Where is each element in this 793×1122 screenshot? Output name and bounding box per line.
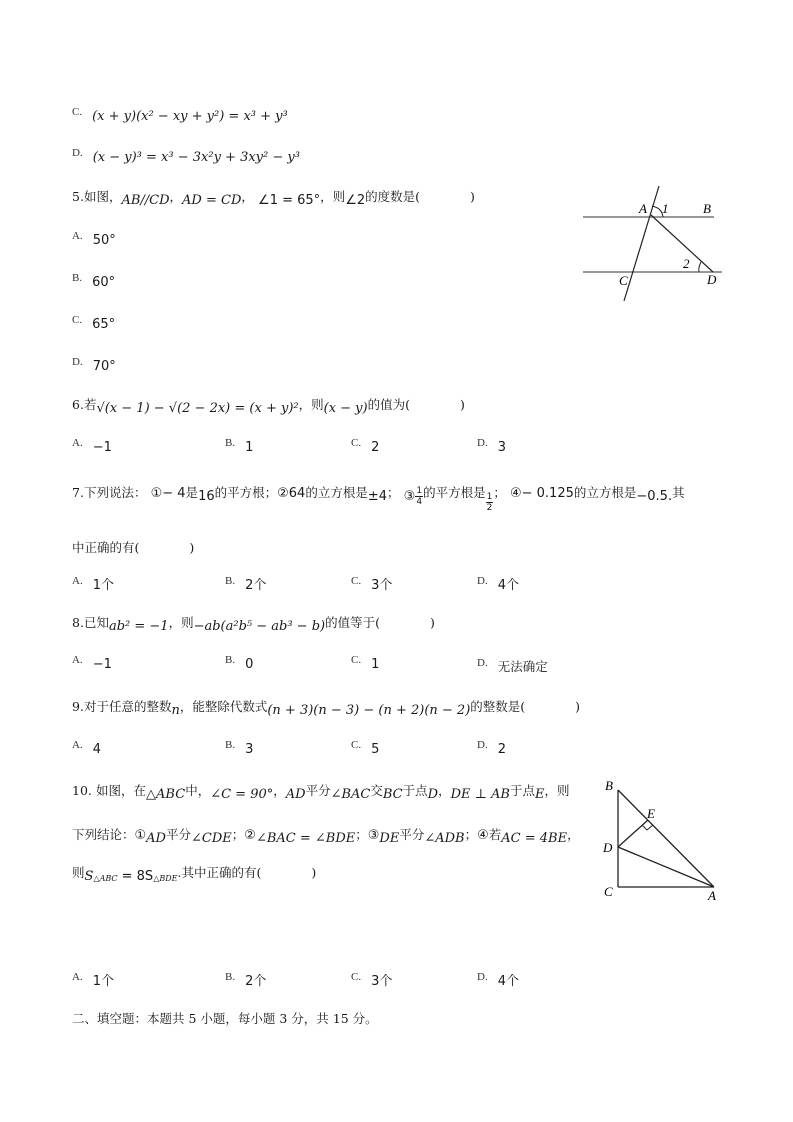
math: − 4	[162, 486, 186, 501]
math: 64	[288, 486, 306, 501]
stem-text: ，则	[544, 783, 570, 798]
q10-stem-line2	[72, 826, 580, 845]
stem-text: 的值为( )	[367, 397, 465, 412]
stem-text: .其中正确的有( )	[177, 865, 317, 880]
q5-option-b[interactable]	[72, 274, 115, 292]
stem-text: ，则	[168, 615, 194, 630]
option-label: B.	[225, 575, 236, 587]
stem-text: 则	[72, 865, 85, 880]
math: (x − y)	[323, 401, 368, 416]
option-text: 4	[92, 742, 101, 757]
option-text: −1	[92, 657, 112, 672]
q6-option-d[interactable]	[477, 437, 506, 455]
svg-text:B: B	[703, 201, 711, 216]
svg-text:C: C	[604, 884, 613, 899]
option-label: C.	[351, 437, 362, 449]
stem-text: ；	[464, 827, 478, 842]
q4-option-d[interactable]	[72, 149, 300, 167]
stem-text: 下列说法：	[83, 485, 147, 500]
option-text: 3个	[371, 578, 393, 593]
stem-text: 的立方根是	[305, 485, 368, 500]
stem-text: 的平方根是	[423, 485, 486, 500]
option-text: −1	[92, 440, 112, 455]
q6-option-b[interactable]	[225, 437, 254, 455]
q10-option-b[interactable]	[225, 970, 266, 989]
math: S	[84, 869, 94, 884]
q5-figure	[580, 182, 730, 307]
q6-option-c[interactable]	[351, 437, 380, 455]
q5-option-d[interactable]	[72, 358, 116, 376]
stem-text: 其	[672, 485, 685, 500]
svg-text:2: 2	[683, 256, 690, 271]
question-number: 5.	[72, 189, 84, 204]
option-label: D.	[477, 575, 488, 587]
option-text: 3个	[371, 974, 393, 989]
math: E	[534, 787, 545, 802]
option-text: 1个	[92, 578, 114, 593]
denominator: 4	[416, 497, 423, 507]
option-label: D.	[72, 147, 83, 159]
option-text: (x − y)³ = x³ − 3x²y + 3xy² − y³	[92, 150, 300, 165]
point-a-label: A	[639, 201, 647, 216]
circled-number: ③	[403, 489, 416, 504]
q10-figure	[598, 772, 728, 904]
option-label: C.	[72, 314, 83, 326]
math: DE ⊥ AB	[450, 787, 510, 802]
svg-text:B: B	[605, 778, 613, 793]
option-label: C.	[351, 654, 362, 666]
option-text: 3	[497, 440, 506, 455]
math: n	[171, 703, 180, 718]
q4-option-c[interactable]	[72, 108, 288, 126]
math: ∠1 = 65°	[258, 193, 321, 208]
circled-number: ④	[509, 486, 522, 501]
q9-option-b[interactable]	[225, 739, 254, 757]
stem-text: 的整数是( )	[470, 699, 581, 714]
option-text: 无法确定	[497, 659, 548, 674]
stem-text: 对于任意的整数	[83, 699, 172, 714]
stem-text: 如图，在	[96, 783, 147, 798]
stem-text: ，	[438, 783, 451, 798]
math: AD = CD	[182, 193, 242, 208]
math: △ABC	[146, 787, 186, 802]
option-text: (x + y)(x² − xy + y²) = x³ + y³	[92, 109, 288, 124]
option-text: 2个	[245, 578, 267, 593]
math: ∠2	[345, 193, 366, 208]
circled-number: ③	[367, 828, 380, 843]
option-label: B.	[225, 437, 236, 449]
stem-text: 已知	[83, 615, 109, 630]
stem-text: 平分	[165, 827, 191, 842]
math: BC	[382, 787, 403, 802]
option-text: 1个	[92, 974, 114, 989]
option-text: 4个	[497, 578, 519, 593]
stem-text: 于点	[402, 783, 428, 798]
math: ±4	[367, 489, 388, 504]
option-label: A.	[72, 575, 83, 587]
math: ∠ADB	[424, 831, 465, 846]
stem-text: 的立方根是	[573, 485, 637, 500]
math: ∠BAC	[330, 787, 371, 802]
svg-text:C: C	[619, 273, 628, 288]
option-label: B.	[225, 971, 236, 983]
stem-text: 下列结论：	[72, 827, 135, 842]
q10-option-d[interactable]	[477, 970, 519, 989]
math: AD	[285, 787, 306, 802]
q7-option-b[interactable]	[225, 574, 266, 593]
q9-option-c[interactable]	[351, 739, 380, 757]
section-heading-text: 二、填空题：本题共 5 小题，每小题 3 分，共 15 分。	[72, 1011, 378, 1026]
math: √(x − 1) − √(2 − 2x) = (x + y)²	[96, 401, 299, 416]
circled-number: ①	[134, 828, 147, 843]
q9-stem	[72, 698, 580, 717]
math: −ab(a²b⁵ − ab³ − b)	[193, 619, 326, 634]
option-label: C.	[351, 739, 362, 751]
stem-text: ；	[231, 827, 245, 842]
option-text: 65°	[92, 317, 116, 332]
q10-option-c[interactable]	[351, 970, 392, 989]
q7-stem-line2	[72, 539, 194, 558]
stem-text: 平分	[305, 783, 331, 798]
circled-number: ①	[150, 486, 163, 501]
option-label: C.	[72, 106, 83, 118]
math: = 8S	[117, 869, 154, 884]
stem-text: 是	[185, 485, 199, 500]
math: (n + 3)(n − 3) − (n + 2)(n − 2)	[267, 703, 471, 718]
stem-text: ，则	[298, 397, 324, 412]
math: AD	[146, 831, 166, 846]
option-text: 0	[245, 657, 254, 672]
option-label: A.	[72, 230, 83, 242]
option-label: A.	[72, 654, 83, 666]
question-number: 10.	[72, 783, 92, 798]
stem-text: ，则	[320, 189, 346, 204]
option-label: B.	[225, 654, 236, 666]
math-subscript: △BDE	[153, 874, 178, 883]
option-label: B.	[225, 739, 236, 751]
stem-text: 交	[370, 783, 383, 798]
stem-text: ，	[567, 827, 580, 842]
option-text: 60°	[92, 275, 116, 290]
q7-option-a[interactable]	[72, 574, 114, 593]
math: ∠BAC = ∠BDE	[255, 831, 356, 846]
math: ∠C = 90°	[210, 787, 274, 802]
math: AB//CD	[121, 193, 170, 208]
fraction	[415, 486, 423, 507]
svg-text:1: 1	[662, 201, 669, 216]
math: AC = 4BE	[501, 831, 568, 846]
math: D	[427, 787, 439, 802]
stem-text: 的值等于( )	[325, 615, 435, 630]
option-label: A.	[72, 971, 83, 983]
stem-text: 若	[488, 827, 502, 842]
option-text: 3	[245, 742, 254, 757]
stem-text: ，	[241, 189, 254, 204]
question-number: 8.	[72, 615, 84, 630]
q6-option-a[interactable]	[72, 437, 112, 455]
math: ∠CDE	[191, 831, 232, 846]
question-number: 6.	[72, 397, 84, 412]
q7-stem	[72, 483, 685, 513]
option-label: B.	[72, 272, 83, 284]
stem-text: 中，	[185, 783, 211, 798]
option-text: 1	[371, 657, 380, 672]
math-subscript: △ABC	[93, 874, 118, 883]
stem-text: 的度数是( )	[365, 189, 475, 204]
stem-text: ；	[493, 485, 506, 500]
stem-text: 的平方根；	[214, 485, 278, 500]
svg-text:A: A	[708, 888, 716, 903]
option-text: 5	[371, 742, 380, 757]
option-text: 2	[371, 440, 380, 455]
math: 16	[198, 489, 215, 504]
math: ab² = −1	[108, 619, 169, 634]
circled-number: ④	[477, 828, 489, 843]
math: DE	[379, 831, 400, 846]
q8-stem	[72, 614, 435, 633]
numerator: 1	[416, 486, 423, 496]
q8-option-b[interactable]	[225, 654, 254, 672]
stem-text: 平分	[399, 827, 425, 842]
q7-option-d[interactable]	[477, 574, 519, 593]
circled-number: ②	[244, 828, 256, 843]
section-2-heading	[72, 1010, 378, 1029]
q7-option-c[interactable]	[351, 574, 392, 593]
denominator: 2	[486, 503, 493, 513]
option-label: D.	[477, 657, 488, 669]
option-label: A.	[72, 739, 83, 751]
stem-text: ，	[273, 783, 286, 798]
option-label: D.	[477, 971, 488, 983]
q9-option-a[interactable]	[72, 739, 101, 757]
option-text: 2个	[245, 974, 267, 989]
option-label: C.	[351, 971, 362, 983]
option-text: 70°	[92, 359, 116, 374]
q10-stem-line3	[72, 864, 316, 884]
q10-option-a[interactable]	[72, 970, 114, 989]
stem-text: 如图，	[83, 189, 122, 204]
svg-text:E: E	[647, 806, 655, 821]
option-label: D.	[477, 739, 488, 751]
numerator: 1	[486, 492, 493, 502]
stem-text: 若	[83, 397, 97, 412]
q8-option-c[interactable]	[351, 654, 380, 672]
question-number: 7.	[72, 485, 84, 500]
option-text: 2	[497, 742, 506, 757]
stem-text: ，能整除代数式	[179, 699, 268, 714]
option-text: 4个	[497, 974, 519, 989]
q8-option-d[interactable]	[477, 657, 548, 675]
math: −0.5.	[636, 489, 673, 504]
q6-stem	[72, 396, 465, 415]
stem-text: ，	[169, 189, 183, 204]
option-label: A.	[72, 437, 83, 449]
option-label: D.	[72, 356, 83, 368]
q5-stem	[72, 188, 475, 207]
stem-text: ；	[387, 485, 400, 500]
option-label: C.	[351, 575, 362, 587]
q9-option-d[interactable]	[477, 739, 506, 757]
question-number: 9.	[72, 699, 84, 714]
svg-text:D: D	[707, 272, 717, 287]
option-text: 1	[245, 440, 254, 455]
q5-option-a[interactable]	[72, 232, 116, 250]
q10-stem-line1	[72, 782, 570, 801]
option-label: D.	[477, 437, 488, 449]
stem-text: ；	[355, 827, 368, 842]
q5-option-c[interactable]	[72, 316, 115, 334]
option-text: 50°	[92, 233, 116, 248]
q8-option-a[interactable]	[72, 654, 112, 672]
circled-number: ②	[277, 486, 289, 501]
fraction	[486, 492, 494, 513]
stem-text: 于点	[509, 783, 535, 798]
stem-text: 中正确的有( )	[72, 540, 195, 555]
svg-text:D: D	[603, 840, 613, 855]
math: − 0.125	[521, 486, 574, 501]
